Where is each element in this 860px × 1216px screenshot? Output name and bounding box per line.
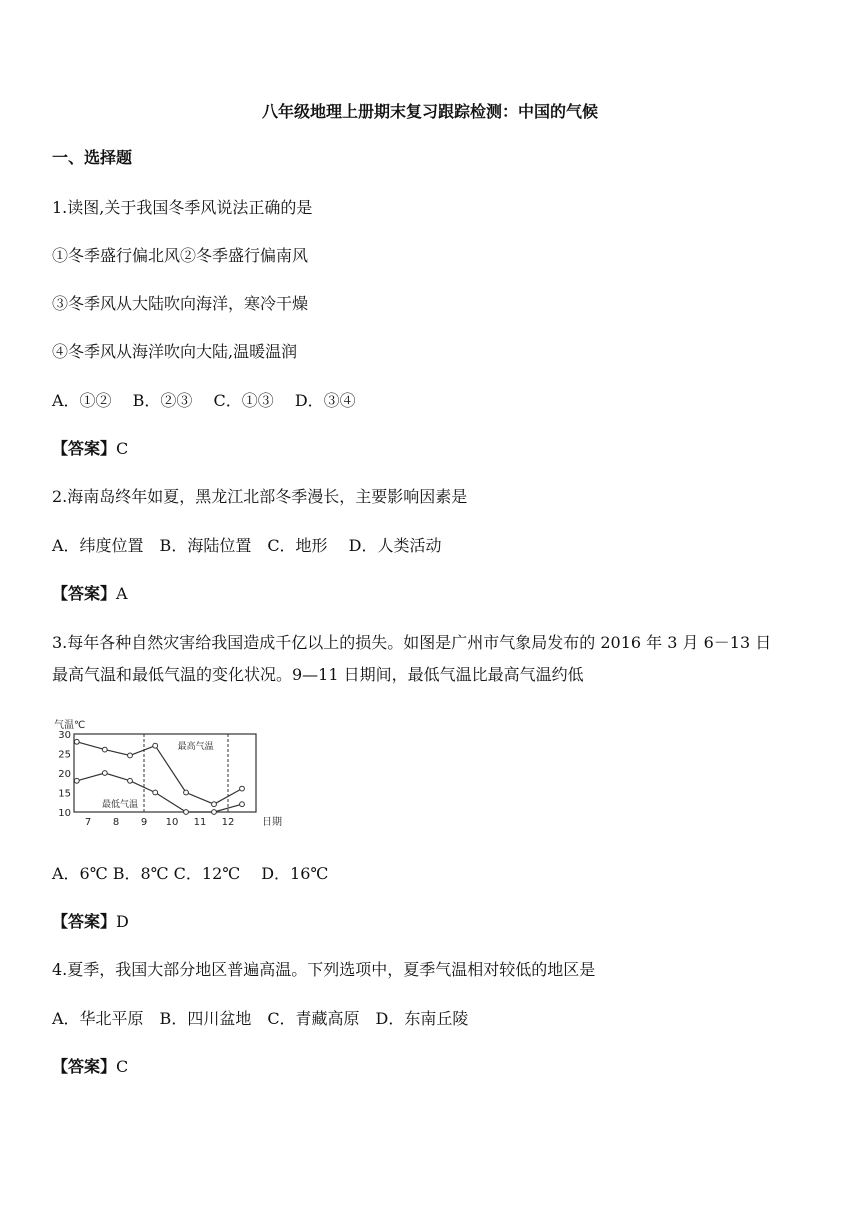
q4-options: A．华北平原 B．四川盆地 C．青藏高原 D．东南丘陵	[52, 1009, 469, 1028]
answer-value: C	[116, 439, 129, 458]
q1-statement-1: ①冬季盛行偏北风②冬季盛行偏南风	[52, 246, 309, 265]
series-label: 最低气温	[102, 799, 139, 810]
answer-value: A	[116, 584, 128, 603]
answer-label: 【答案】	[52, 584, 117, 603]
data-point	[128, 753, 133, 758]
x-tick-label: 7	[84, 817, 92, 828]
q1-options: A．①② B．②③ C．①③ D．③④	[52, 391, 356, 410]
q3-stem-line-1: 3.每年各种自然灾害给我国造成千亿以上的损失。如图是广州市气象局发布的 2016 年 3 月 6－13 日	[52, 633, 772, 652]
answer-value: D	[116, 912, 129, 931]
y-tick-label: 10	[58, 808, 71, 819]
answer-value: C	[116, 1057, 129, 1076]
q4-stem: 4.夏季，我国大部分地区普遍高温。下列选项中，夏季气温相对较低的地区是	[52, 960, 596, 979]
q1-statement-2: ③冬季风从大陆吹向海洋，寒冷干燥	[52, 294, 309, 313]
data-point	[128, 778, 133, 783]
q4-answer	[52, 1056, 128, 1078]
y-tick-label: 25	[58, 749, 71, 761]
x-tick-label: 9	[140, 817, 148, 828]
data-point	[212, 802, 217, 807]
data-point	[212, 810, 217, 815]
x-tick-label: 8	[112, 817, 120, 828]
q2-answer	[52, 583, 128, 605]
y-axis-label: 气温℃	[54, 720, 86, 731]
x-tick-label: 11	[193, 817, 207, 828]
y-tick-label: 20	[58, 769, 71, 780]
x-tick-label: 10	[165, 817, 179, 828]
q3-answer	[52, 911, 129, 933]
x-axis-label: 日期	[262, 817, 282, 828]
y-tick-label: 30	[58, 730, 71, 741]
answer-label: 【答案】	[52, 912, 117, 931]
series-label: 最高气温	[177, 741, 214, 752]
q2-options: A．纬度位置 B．海陆位置 C．地形 D．人类活动	[52, 536, 442, 555]
data-point	[240, 802, 245, 807]
answer-label: 【答案】	[52, 1057, 117, 1076]
q1-statement-3: ④冬季风从海洋吹向大陆,温暖温润	[52, 342, 298, 361]
data-point	[153, 790, 158, 795]
temperature-chart	[52, 716, 292, 834]
answer-label: 【答案】	[52, 439, 117, 458]
x-tick-label: 12	[221, 817, 235, 828]
data-point	[240, 786, 245, 791]
q3-stem-line-2: 最高气温和最低气温的变化状况。9—11 日期间，最低气温比最高气温约低	[52, 665, 584, 684]
data-point	[102, 771, 107, 776]
q3-options: A．6℃ B．8℃ C．12℃ D．16℃	[52, 864, 329, 883]
q2-stem: 2.海南岛终年如夏，黑龙江北部冬季漫长，主要影响因素是	[52, 487, 468, 506]
section-heading: 一、选择题	[52, 148, 133, 167]
document-title: 八年级地理上册期末复习跟踪检测：中国的气候	[261, 102, 598, 121]
data-point	[153, 743, 158, 748]
q1-stem: 1.读图,关于我国冬季风说法正确的是	[52, 198, 313, 217]
y-tick-label: 15	[58, 788, 71, 800]
data-point	[184, 790, 189, 795]
data-point	[102, 747, 107, 752]
data-point	[74, 739, 79, 744]
data-point	[184, 810, 189, 815]
data-point	[74, 778, 79, 783]
q1-answer	[52, 438, 128, 460]
